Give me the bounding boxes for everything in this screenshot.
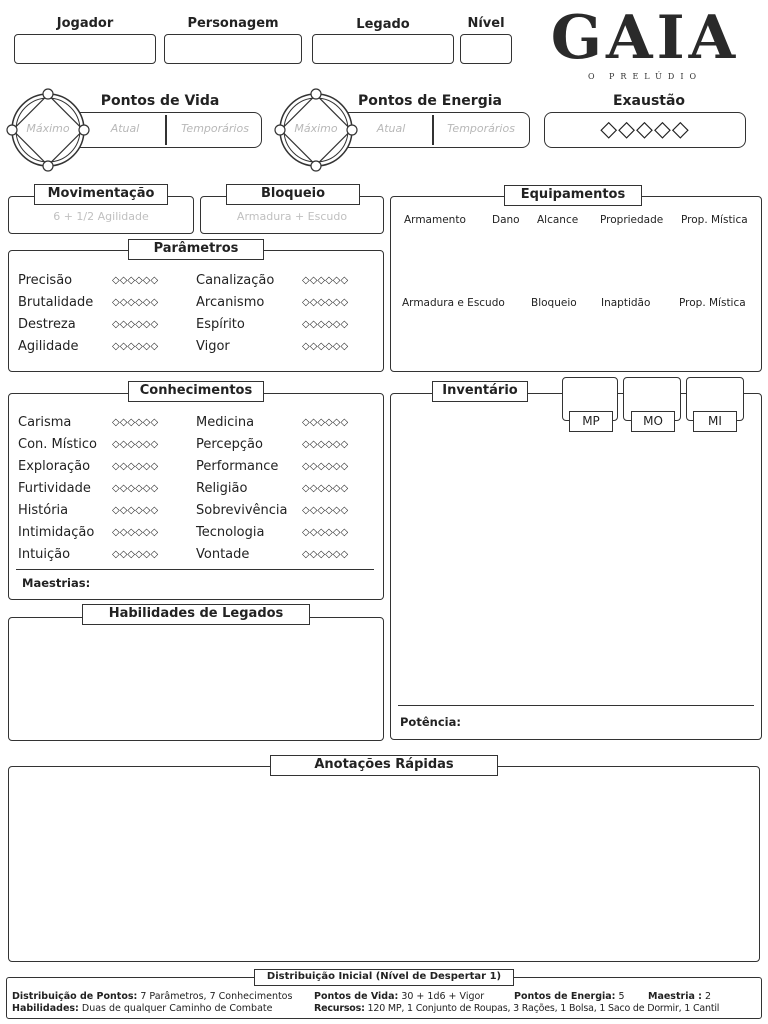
col-block: Bloqueio — [531, 297, 577, 309]
legacy-abilities-title: Habilidades de Legados — [82, 604, 310, 625]
parameter-pips[interactable]: ◇◇◇◇◇◇ — [302, 341, 349, 352]
parameter-name: Agilidade — [18, 339, 79, 354]
legacy-label: Legado — [356, 17, 410, 32]
block-formula[interactable]: Armadura + Escudo — [236, 210, 348, 223]
parameter-pips[interactable]: ◇◇◇◇◇◇ — [112, 341, 159, 352]
knowledge-name: Intuição — [18, 547, 71, 562]
logo: GAIA — [550, 3, 740, 73]
parameter-name: Vigor — [196, 339, 230, 354]
knowledge-pips[interactable]: ◇◇◇◇◇◇ — [302, 527, 349, 538]
footer-points: Distribuição de Pontos: 7 Parâmetros, 7 Conhecimentos — [12, 991, 293, 1002]
footer-abilities: Habilidades: Duas de qualquer Caminho de Combate — [12, 1003, 273, 1014]
coin-mi-label: MI — [693, 411, 737, 432]
knowledge-pips[interactable]: ◇◇◇◇◇◇ — [302, 439, 349, 450]
energy-title: Pontos de Energia — [358, 93, 502, 109]
parameter-pips[interactable]: ◇◇◇◇◇◇ — [302, 319, 349, 330]
col-range: Alcance — [537, 214, 579, 226]
coin-mp-label: MP — [569, 411, 613, 432]
legacy-field[interactable] — [312, 34, 454, 64]
energy-divider — [432, 115, 434, 145]
legacy-abilities-box[interactable] — [8, 617, 384, 741]
col-ineptitude: Inaptidão — [601, 297, 651, 309]
knowledge-pips[interactable]: ◇◇◇◇◇◇ — [112, 527, 159, 538]
potency-label: Potência: — [400, 715, 461, 729]
parameters-title: Parâmetros — [128, 239, 264, 260]
parameter-pips[interactable]: ◇◇◇◇◇◇ — [302, 275, 349, 286]
parameter-pips[interactable]: ◇◇◇◇◇◇ — [302, 297, 349, 308]
parameter-name: Arcanismo — [196, 295, 265, 310]
life-max[interactable]: Máximo — [26, 122, 70, 135]
knowledge-name: Intimidação — [18, 525, 95, 540]
life-divider — [165, 115, 167, 145]
col-property: Propriedade — [600, 214, 664, 226]
mastery-label: Maestrias: — [22, 576, 91, 590]
col-armor-mystic-property: Prop. Mística — [679, 297, 746, 309]
footer-life: Pontos de Vida: 30 + 1d6 + Vigor — [314, 991, 485, 1002]
knowledge-pips[interactable]: ◇◇◇◇◇◇ — [112, 505, 159, 516]
energy-max[interactable]: Máximo — [294, 122, 338, 135]
footer-title: Distribuição Inicial (Nível de Despertar 1) — [254, 969, 514, 986]
knowledge-name: Furtividade — [18, 481, 91, 496]
col-armor: Armadura e Escudo — [402, 297, 505, 309]
knowledge-title: Conhecimentos — [128, 381, 264, 402]
knowledge-pips[interactable]: ◇◇◇◇◇◇ — [112, 439, 159, 450]
energy-temp[interactable]: Temporários — [447, 122, 515, 135]
exhaustion-marks[interactable]: ◇◇◇◇◇ — [600, 117, 690, 142]
life-temp[interactable]: Temporários — [181, 122, 249, 135]
col-mystic-property: Prop. Mística — [681, 214, 748, 226]
character-label: Personagem — [187, 16, 279, 31]
knowledge-pips[interactable]: ◇◇◇◇◇◇ — [112, 417, 159, 428]
footer-mastery: Maestria : 2 — [648, 991, 712, 1002]
potency-divider — [398, 705, 754, 706]
knowledge-name: Vontade — [196, 547, 250, 562]
knowledge-pips[interactable]: ◇◇◇◇◇◇ — [112, 461, 159, 472]
knowledge-name: História — [18, 503, 69, 518]
parameter-name: Destreza — [18, 317, 76, 332]
notes-box[interactable] — [8, 766, 760, 962]
parameter-pips[interactable]: ◇◇◇◇◇◇ — [112, 297, 159, 308]
knowledge-name: Carisma — [18, 415, 72, 430]
character-field[interactable] — [164, 34, 302, 64]
coin-mo-label: MO — [631, 411, 675, 432]
movement-formula[interactable]: 6 + 1/2 Agilidade — [53, 210, 149, 223]
knowledge-pips[interactable]: ◇◇◇◇◇◇ — [302, 417, 349, 428]
knowledge-pips[interactable]: ◇◇◇◇◇◇ — [302, 483, 349, 494]
level-field[interactable] — [460, 34, 512, 64]
parameter-name: Espírito — [196, 317, 245, 332]
notes-title: Anotações Rápidas — [270, 755, 498, 776]
knowledge-name: Performance — [196, 459, 279, 474]
knowledge-name: Con. Místico — [18, 437, 97, 452]
parameter-name: Brutalidade — [18, 295, 94, 310]
life-current[interactable]: Atual — [110, 122, 140, 135]
block-title: Bloqueio — [226, 184, 360, 205]
mastery-divider — [16, 569, 374, 570]
equipment-title: Equipamentos — [504, 185, 642, 206]
knowledge-name: Tecnologia — [196, 525, 265, 540]
parameter-name: Canalização — [196, 273, 275, 288]
col-weapon: Armamento — [404, 214, 466, 226]
knowledge-name: Religião — [196, 481, 248, 496]
knowledge-name: Exploração — [18, 459, 91, 474]
footer-energy: Pontos de Energia: 5 — [514, 991, 625, 1002]
knowledge-pips[interactable]: ◇◇◇◇◇◇ — [302, 549, 349, 560]
life-title: Pontos de Vida — [100, 93, 220, 109]
knowledge-pips[interactable]: ◇◇◇◇◇◇ — [112, 549, 159, 560]
movement-title: Movimentação — [34, 184, 168, 205]
parameter-pips[interactable]: ◇◇◇◇◇◇ — [112, 275, 159, 286]
level-label: Nível — [467, 16, 505, 31]
exhaustion-title: Exaustão — [612, 93, 686, 109]
knowledge-name: Sobrevivência — [196, 503, 288, 518]
knowledge-name: Percepção — [196, 437, 263, 452]
footer-resources: Recursos: 120 MP, 1 Conjunto de Roupas, 3 Rações, 1 Bolsa, 1 Saco de Dormir, 1 Cantil — [314, 1003, 720, 1014]
inventory-box — [390, 393, 762, 740]
col-damage: Dano — [492, 214, 520, 226]
parameter-name: Precisão — [18, 273, 73, 288]
energy-current[interactable]: Atual — [376, 122, 406, 135]
inventory-title: Inventário — [432, 381, 528, 402]
knowledge-pips[interactable]: ◇◇◇◇◇◇ — [302, 505, 349, 516]
knowledge-pips[interactable]: ◇◇◇◇◇◇ — [112, 483, 159, 494]
knowledge-pips[interactable]: ◇◇◇◇◇◇ — [302, 461, 349, 472]
knowledge-name: Medicina — [196, 415, 255, 430]
player-label: Jogador — [56, 16, 114, 31]
parameter-pips[interactable]: ◇◇◇◇◇◇ — [112, 319, 159, 330]
logo-subtitle: O PRELÚDIO — [587, 72, 703, 81]
player-field[interactable] — [14, 34, 156, 64]
